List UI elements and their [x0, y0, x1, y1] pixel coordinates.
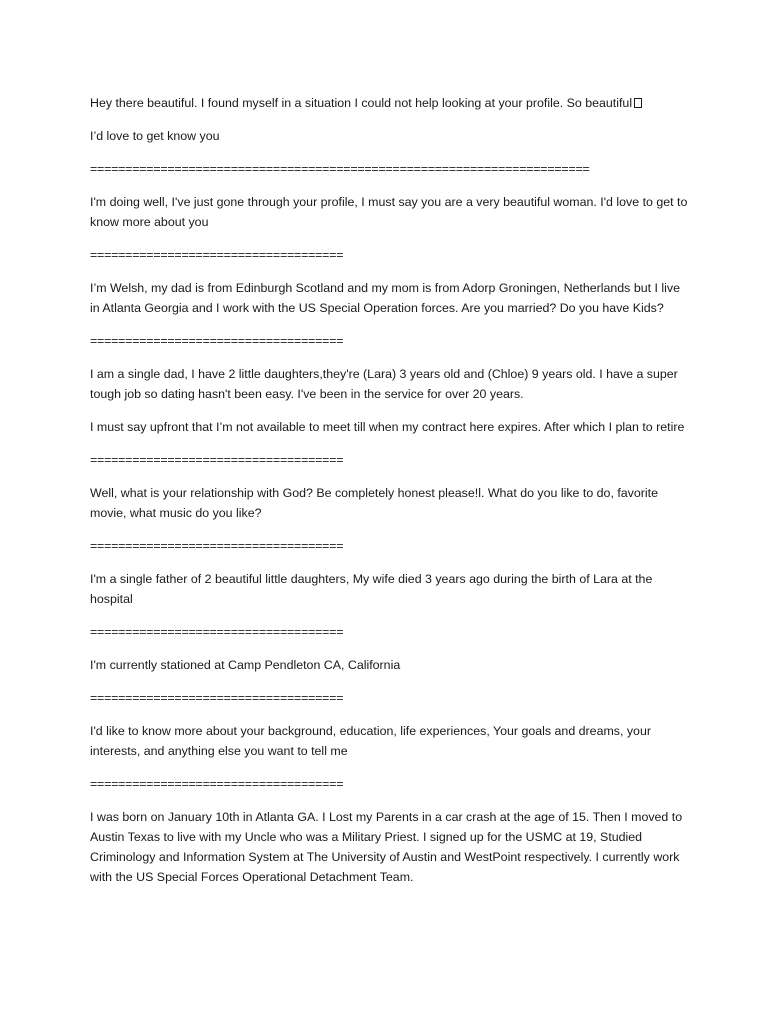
paragraph-background-question: I'd like to know more about your background, education, life experiences, Your goals and dreams, your interests, and anything else you want to tell me	[90, 724, 651, 758]
separator-line: ====================================	[90, 453, 344, 467]
paragraph-not-available: I must say upfront that I’m not available to meet till when my contract here expires. After which I plan to retire	[90, 420, 685, 434]
separator-line: =======================================================================	[90, 162, 590, 176]
paragraph-greeting: Hey there beautiful. I found myself in a situation I could not help looking at your profile. So beautiful	[90, 93, 690, 113]
separator-line: ====================================	[90, 334, 344, 348]
paragraph-relationship-god: Well, what is your relationship with God? Be completely honest please!l. What do you like to do, favorite movie, what music do you like?	[90, 486, 658, 520]
missing-glyph-icon	[634, 98, 642, 108]
separator-line: ====================================	[90, 691, 344, 705]
paragraph-biography: I was born on January 10th in Atlanta GA. I Lost my Parents in a car crash at the age of 15. Then I moved to Austin Texas to live with my Uncle who was a Military Priest. I signed up for the USMC at 19, Studied Criminology and Information System at The University of Austin and WestPoint respectively. I currently work with the US Special Forces Operational Detachment Team.	[90, 810, 683, 884]
paragraph-stationed: I'm currently stationed at Camp Pendleton CA, California	[90, 658, 401, 672]
paragraph-origin: I’m Welsh, my dad is from Edinburgh Scotland and my mom is from Adorp Groningen, Netherlands but I live in Atlanta Georgia and I work with the US Special Operation forces. Are you married? Do you have Kids?	[90, 281, 680, 315]
separator-line: ====================================	[90, 625, 344, 639]
separator-line: ====================================	[90, 248, 344, 262]
paragraph-doing-well: I'm doing well, I've just gone through your profile, I must say you are a very beautiful woman. I'd love to get to know more about you	[90, 195, 688, 229]
paragraph-single-father: I'm a single father of 2 beautiful little daughters, My wife died 3 years ago during the birth of Lara at the hospital	[90, 572, 653, 606]
paragraph-single-dad: I am a single dad, I have 2 little daughters,they're (Lara) 3 years old and (Chloe) 9 years old. I have a super tough job so dating hasn't been easy. I've been in the service for over 20 years.	[90, 367, 678, 401]
paragraph-get-to-know: I’d love to get know you	[90, 129, 220, 143]
separator-line: ====================================	[90, 539, 344, 553]
document-page	[90, 93, 690, 900]
separator-line: ====================================	[90, 777, 344, 791]
